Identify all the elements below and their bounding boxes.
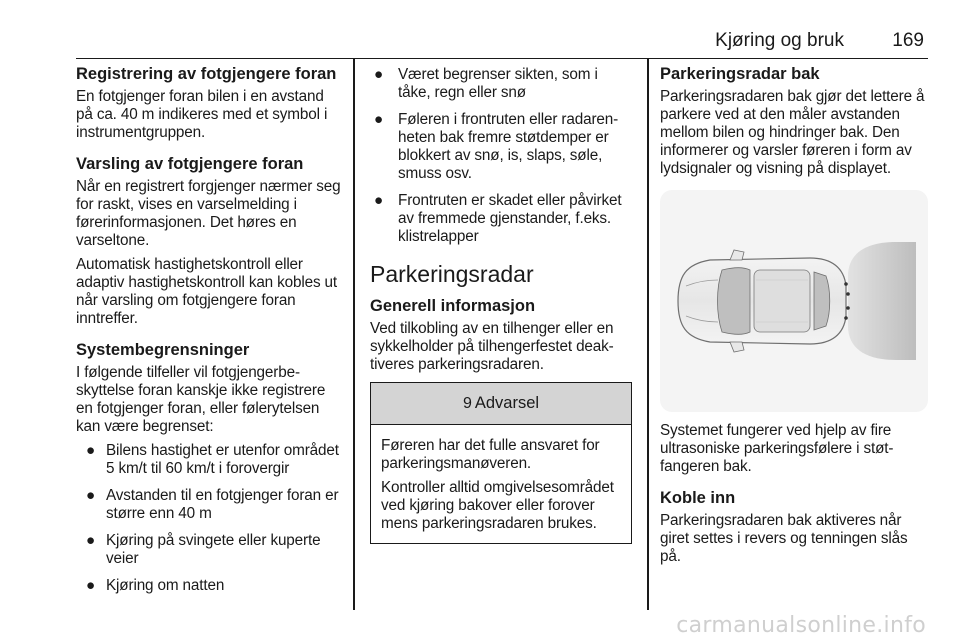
list-item xyxy=(370,192,632,246)
list-item xyxy=(76,577,342,595)
bullet-icon: ● xyxy=(86,577,96,594)
paragraph: Ved tilkobling av en tilhenger eller en sykkelholder på tilhengerfestet deaktiveres parkeringsradaren. xyxy=(370,320,614,373)
warning-icon: 9 xyxy=(462,395,472,412)
list-item-text: Føleren i frontruten eller radarenheten bak fremre støtdemper er blokkert av snø, is, slaps, søle, smuss osv. xyxy=(398,111,619,182)
warning-body xyxy=(371,425,631,543)
section-heading: Parkeringsradar bak xyxy=(660,65,820,83)
page-number: 169 xyxy=(892,30,924,51)
sub-heading: Generell informasjon xyxy=(370,297,536,315)
list-item xyxy=(370,66,632,102)
paragraph: Kontroller alltid omgivelsesområdet ved kjøring bakover eller forover mens parkeringsradaren brukes. xyxy=(381,479,614,532)
bullet-icon: ● xyxy=(86,487,96,504)
section-heading: Varsling av fotgjengere foran xyxy=(76,155,304,173)
watermark-link[interactable]: carmanualsonline.info xyxy=(676,613,926,638)
list-item-text: Avstanden til en fotgjenger foran er større enn 40 m xyxy=(106,487,339,522)
figure-illustration xyxy=(660,190,928,412)
paragraph: En fotgjenger foran bilen i en avstand på ca. 40 m indikeres med et symbol i instrumentgruppen. xyxy=(76,88,328,141)
section-heading: Systembegrensninger xyxy=(76,341,250,359)
section-heading: Registrering av fotgjengere foran xyxy=(76,65,337,83)
page-header xyxy=(76,26,928,59)
column-divider xyxy=(647,58,649,610)
column-divider xyxy=(353,58,355,610)
list-item xyxy=(76,442,342,478)
paragraph: Parkeringsradaren bak aktiveres når giret settes i revers og tenningen slås på. xyxy=(660,512,908,565)
bullet-list xyxy=(76,442,342,595)
paragraph: Føreren har det fulle ansvaret for parkeringsmanøveren. xyxy=(381,437,600,472)
bullet-list xyxy=(370,66,632,246)
column-right xyxy=(660,64,928,572)
paragraph: Parkeringsradaren bak gjør det lettere å parkere ved at den måler avstanden mellom bilen og hindringer bak. Den informerer og varsler føreren i form av lydsignaler og visning på displayet. xyxy=(660,88,925,177)
header-title: Kjøring og bruk xyxy=(715,30,844,51)
warning-box xyxy=(370,382,632,544)
list-item-text: Frontruten er skadet eller påvirket av fremmede gjenstander, f.eks. klistrelapper xyxy=(398,192,622,245)
bullet-icon: ● xyxy=(374,192,384,209)
list-item-text: Været begrenser sikten, som i tåke, regn eller snø xyxy=(398,66,598,101)
main-heading: Parkeringsradar xyxy=(370,261,534,287)
bullet-icon: ● xyxy=(86,532,96,549)
warning-header xyxy=(371,383,631,425)
car-top-view-with-rear-sensor-zone-icon xyxy=(660,190,928,412)
warning-title: Advarsel xyxy=(474,394,540,412)
bullet-icon: ● xyxy=(374,111,384,128)
list-item-text: Bilens hastighet er utenfor området 5 km/t til 60 km/t i forovergir xyxy=(106,442,339,477)
section-heading: Koble inn xyxy=(660,489,736,507)
paragraph: Systemet fungerer ved hjelp av fire ultrasoniske parkeringsfølere i støtfangeren bak. xyxy=(660,422,894,475)
list-item xyxy=(76,487,342,523)
paragraph: I følgende tilfeller vil fotgjengerbeskyttelse foran kanskje ikke registrere en fotgjenger foran, eller følerytelsen kan være begrenset: xyxy=(76,364,326,435)
column-left xyxy=(76,64,342,604)
column-middle xyxy=(370,64,632,544)
list-item-text: Kjøring på svingete eller kuperte veier xyxy=(106,532,321,567)
bullet-icon: ● xyxy=(86,442,96,459)
list-item xyxy=(76,532,342,568)
list-item-text: Kjøring om natten xyxy=(106,577,225,594)
paragraph: Når en registrert forgjenger nærmer seg for raskt, vises en varselmelding i førerinformasjonen. Det høres en varseltone. xyxy=(76,178,341,249)
list-item xyxy=(370,111,632,183)
paragraph: Automatisk hastighetskontroll eller adaptiv hastighetskontroll kan kobles ut når varsling om fotgjengere foran inntreffer. xyxy=(76,256,338,327)
bullet-icon: ● xyxy=(374,66,384,83)
